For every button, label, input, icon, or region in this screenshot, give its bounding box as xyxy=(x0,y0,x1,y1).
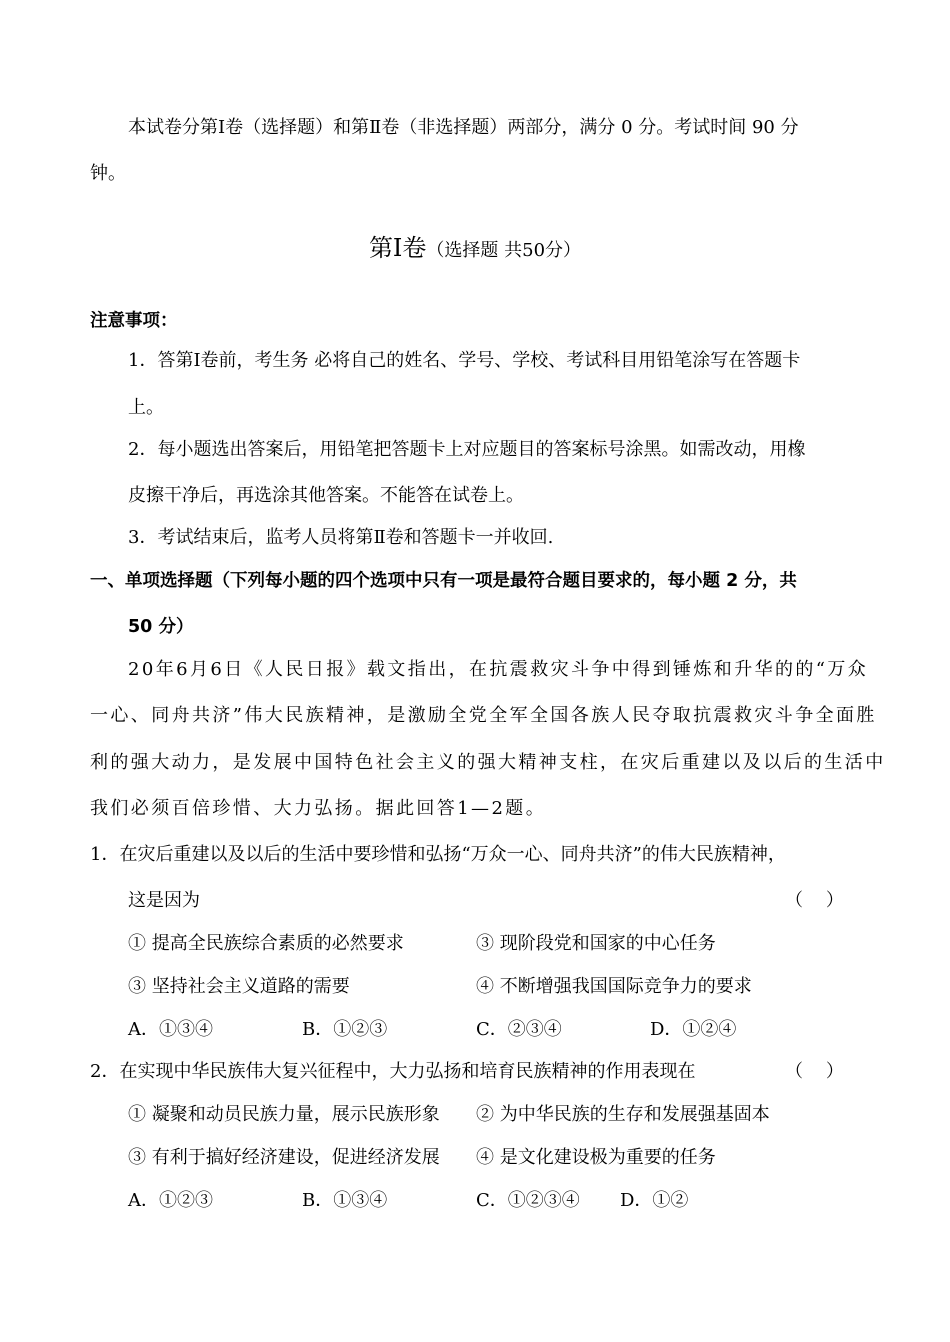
passage-line-1: 20年6月6日《人民日报》载文指出，在抗震救灾斗争中得到锤炼和升华的的“万众 xyxy=(128,659,869,680)
q2-choice-c: C．①②③④ xyxy=(476,1190,580,1211)
intro-line-1: 本试卷分第Ⅰ卷（选择题）和第Ⅱ卷（非选择题）两部分，满分 0 分。考试时间 90 分 xyxy=(128,117,799,138)
intro-line-2: 钟。 xyxy=(90,163,126,184)
q1-stem-line-1: 1．在灾后重建以及以后的生活中要珍惜和弘扬“万众一心、同舟共济”的伟大民族精神， xyxy=(90,844,786,865)
q2-answer-blank: （ ） xyxy=(785,1061,844,1082)
note-3: 3．考试结束后，监考人员将第Ⅱ卷和答题卡一并收回. xyxy=(128,527,554,548)
section-title xyxy=(0,228,950,263)
q1-choice-b: B．①②③ xyxy=(302,1019,388,1040)
q1-option-4: ④ 不断增强我国国际竞争力的要求 xyxy=(476,976,752,997)
q1-option-3: ③ 坚持社会主义道路的需要 xyxy=(128,976,350,997)
q2-option-3: ③ 有利于搞好经济建设，促进经济发展 xyxy=(128,1147,440,1168)
q2-choice-a: A．①②③ xyxy=(128,1190,213,1211)
passage-line-2: 一心、同舟共济”伟大民族精神，是激励全党全军全国各族人民夺取抗震救灾斗争全面胜 xyxy=(90,705,877,726)
q1-stem-line-2: 这是因为 xyxy=(128,890,200,911)
q2-stem: 2．在实现中华民族伟大复兴征程中，大力弘扬和培育民族精神的作用表现在 xyxy=(90,1061,696,1082)
q2-option-2: ② 为中华民族的生存和发展强基固本 xyxy=(476,1104,770,1125)
note-1-line-2: 上。 xyxy=(128,397,164,418)
section-title-main: 第Ⅰ卷 xyxy=(368,234,427,262)
q2-choice-b: B．①③④ xyxy=(302,1190,388,1211)
notes-heading: 注意事项： xyxy=(90,311,178,331)
q2-option-1: ① 凝聚和动员民族力量，展示民族形象 xyxy=(128,1104,440,1125)
q1-choice-d: D．①②④ xyxy=(650,1019,737,1040)
part1-heading-line-2: 50 分） xyxy=(128,617,194,637)
passage-line-3: 利的强大动力，是发展中国特色社会主义的强大精神支柱，在灾后重建以及以后的生活中 xyxy=(90,752,886,773)
passage-line-4: 我们必须百倍珍惜、大力弘扬。据此回答1—2题。 xyxy=(90,798,547,819)
q2-option-4: ④ 是文化建设极为重要的任务 xyxy=(476,1147,716,1168)
q2-choice-d: D．①② xyxy=(620,1190,689,1211)
note-2-line-1: 2．每小题选出答案后，用铅笔把答题卡上对应题目的答案标号涂黑。如需改动，用橡 xyxy=(128,439,806,460)
section-title-sub: （选择题 共50分） xyxy=(426,240,582,261)
q1-choice-c: C．②③④ xyxy=(476,1019,562,1040)
q1-choice-a: A．①③④ xyxy=(128,1019,213,1040)
note-2-line-2: 皮擦干净后，再选涂其他答案。不能答在试卷上。 xyxy=(128,485,524,506)
q1-option-1: ① 提高全民族综合素质的必然要求 xyxy=(128,933,404,954)
part1-heading-line-1: 一、单项选择题（下列每小题的四个选项中只有一项是最符合题目要求的，每小题 2 分，共 xyxy=(90,571,797,591)
q1-answer-blank: （ ） xyxy=(785,890,844,911)
q1-option-2: ③ 现阶段党和国家的中心任务 xyxy=(476,933,716,954)
note-1-line-1: 1．答第Ⅰ卷前，考生务 必将自己的姓名、学号、学校、考试科目用铅笔涂写在答题卡 xyxy=(128,350,801,371)
